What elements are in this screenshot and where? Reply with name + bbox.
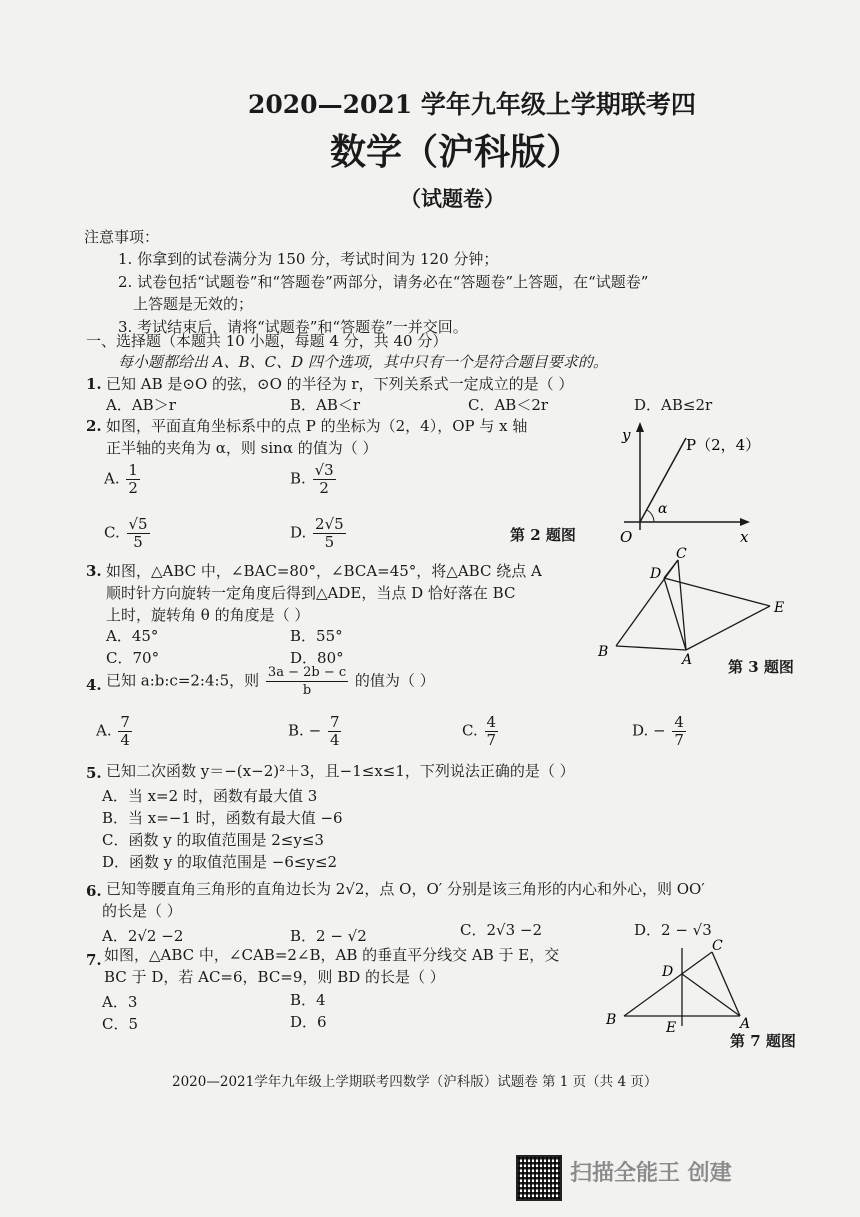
q5-option-b: B．当 x=−1 时，函数有最大值 −6 — [102, 809, 343, 827]
denominator: 5 — [133, 533, 143, 551]
vertex-e-label: E — [774, 600, 785, 616]
note-item: 上答题是无效的； — [133, 295, 254, 313]
question-number: 3. — [86, 562, 102, 580]
question-6-text: 已知等腰直角三角形的直角边长为 2√2，点 O，O′ 分别是该三角形的内心和外心，则 OO′ — [106, 880, 705, 898]
numerator: √3 — [314, 461, 334, 479]
origin-label: O — [620, 528, 633, 546]
numerator: 4 — [674, 713, 684, 731]
question-number: 7. — [86, 951, 102, 969]
vertex-a-label: A — [682, 652, 693, 664]
fraction — [328, 714, 342, 749]
q5-option-a: A．当 x=2 时，函数有最大值 3 — [102, 787, 318, 805]
option-label: A. — [96, 721, 112, 740]
q7-option-c: C．5 — [102, 1015, 139, 1033]
alpha-label: α — [658, 501, 668, 517]
q3-option-d: D．80° — [290, 649, 344, 667]
q7-option-a: A．3 — [102, 993, 138, 1011]
vertex-c-label: C — [676, 546, 687, 562]
vertex-a-label: A — [740, 1016, 751, 1032]
question-3-text: 上时，旋转角 θ 的角度是（ ） — [106, 606, 310, 624]
numerator: 7 — [120, 713, 130, 731]
q5-option-c: C．函数 y 的取值范围是 2≤y≤3 — [102, 831, 324, 849]
denominator: b — [302, 683, 312, 698]
denominator: 4 — [120, 731, 130, 749]
q4-option-d — [632, 714, 688, 749]
page-title: 数学（沪科版） — [330, 131, 583, 173]
x-axis-label: x — [740, 528, 749, 546]
option-label: A. — [104, 469, 120, 488]
q4-prefix: 已知 a:b:c=2:4:5，则 — [106, 671, 260, 690]
figure-caption: 第 3 题图 — [728, 658, 794, 676]
question-3-text: 如图，△ABC 中，∠BAC=80°，∠BCA=45°，将△ABC 绕点 A — [106, 562, 542, 580]
fraction — [485, 714, 499, 749]
q1-option-a: A．AB＞r — [106, 396, 176, 414]
fraction — [313, 516, 346, 551]
q1-option-d: D．AB≤2r — [634, 396, 713, 414]
question-number: 6. — [86, 882, 102, 900]
question-number: 1. — [86, 375, 102, 393]
q2-option-b — [290, 462, 338, 497]
q2-coordinate-figure — [610, 418, 760, 548]
fraction — [313, 462, 336, 497]
q3-rotation-figure — [592, 544, 792, 664]
vertex-c-label: C — [712, 938, 723, 954]
y-axis-arrow — [636, 422, 644, 432]
numerator: √5 — [128, 515, 148, 533]
denominator: 5 — [324, 533, 335, 551]
fraction — [266, 664, 348, 699]
qr-code-icon — [516, 1155, 562, 1201]
question-number: 4. — [86, 676, 102, 694]
point-p-label: P（2，4） — [686, 436, 760, 454]
q1-option-c: C．AB＜2r — [468, 396, 549, 414]
vertex-b-label: B — [598, 644, 609, 660]
q7-option-d: D．6 — [290, 1013, 327, 1031]
vertex-e-label: E — [666, 1020, 677, 1034]
option-label: C. — [104, 523, 120, 542]
numerator: 1 — [128, 461, 138, 479]
denominator: 2 — [319, 479, 329, 497]
numerator: 4 — [486, 713, 497, 731]
fraction — [127, 516, 150, 551]
question-3-text: 顺时针方向旋转一定角度后得到△ADE，当点 D 恰好落在 BC — [106, 584, 516, 602]
option-label: C. — [462, 721, 478, 740]
vertex-d-label: D — [662, 964, 674, 980]
segment-cd — [664, 560, 678, 578]
fraction — [672, 714, 686, 749]
question-4-text — [106, 664, 435, 699]
fraction — [118, 714, 132, 749]
numerator: 3a − 2b − c — [267, 665, 347, 680]
note-item: 1. 你拿到的试卷满分为 150 分，考试时间为 120 分钟； — [118, 250, 499, 268]
note-item: 2. 试卷包括“试题卷”和“答题卷”两部分，请务必在“答题卷”上答题，在“试题卷” — [118, 273, 649, 291]
notes-heading: 注意事项： — [84, 228, 160, 246]
question-2-text: 正半轴的夹角为 α，则 sinα 的值为（ ） — [106, 439, 378, 457]
section-description: 每小题都给出 A、B、C、D 四个选项，其中只有一个是符合题目要求的。 — [118, 353, 608, 371]
q2-option-d — [290, 516, 348, 551]
denominator: 2 — [128, 479, 138, 497]
q5-option-d: D．函数 y 的取值范围是 −6≤y≤2 — [102, 853, 338, 871]
question-5-text: 已知二次函数 y＝−(x−2)²＋3，且−1≤x≤1，下列说法正确的是（ ） — [106, 762, 575, 780]
q1-option-b: B．AB＜r — [290, 396, 361, 414]
figure-caption: 第 2 题图 — [510, 526, 576, 544]
q4-option-c — [462, 714, 500, 749]
question-6-text: 的长是（ ） — [102, 902, 182, 920]
denominator: 7 — [486, 731, 497, 749]
question-number: 2. — [86, 417, 102, 435]
q2-option-a — [104, 462, 142, 497]
option-label: B. — [290, 469, 306, 488]
denominator: 7 — [674, 731, 684, 749]
q3-option-b: B．55° — [290, 627, 343, 645]
q4-option-a — [96, 714, 134, 749]
angle-alpha-arc — [647, 510, 654, 522]
page-footer: 2020—2021学年九年级上学期联考四数学（沪科版）试题卷 第 1 页（共 4 页） — [172, 1074, 658, 1090]
denominator: 4 — [329, 731, 340, 749]
segment-ae — [686, 606, 770, 650]
figure-caption: 第 7 题图 — [730, 1032, 796, 1050]
note-item: 3. 考试结束后，请将“试题卷”和“答题卷”一并交回。 — [118, 318, 468, 336]
question-number: 5. — [86, 764, 102, 782]
minus-sign: − — [653, 721, 666, 740]
q6-option-a: A．2√2 −2 — [102, 927, 184, 945]
numerator: 7 — [329, 713, 340, 731]
exam-series-title: 2020—2021 学年九年级上学期联考四 — [248, 90, 696, 119]
option-label: D. — [632, 721, 649, 740]
q3-option-a: A．45° — [106, 627, 159, 645]
q6-option-c: C．2√3 −2 — [460, 921, 543, 939]
minus-sign: − — [308, 721, 322, 740]
q6-option-d: D．2 − √3 — [634, 921, 712, 939]
y-axis-label: y — [622, 426, 631, 444]
fraction — [126, 462, 140, 497]
question-2-text: 如图，平面直角坐标系中的点 P 的坐标为（2，4），OP 与 x 轴 — [106, 417, 528, 435]
q4-option-b — [288, 714, 343, 749]
q7-option-b: B．4 — [290, 991, 326, 1009]
option-label: D. — [290, 523, 307, 542]
x-axis-arrow — [740, 518, 750, 526]
paper-subtitle: （试题卷） — [400, 186, 505, 211]
question-1-text: 已知 AB 是⊙O 的弦，⊙O 的半径为 r，下列关系式一定成立的是（ ） — [106, 375, 574, 393]
scanner-watermark: 扫描全能王 创建 — [570, 1161, 732, 1186]
segment-ba — [616, 646, 686, 650]
segment-de — [664, 578, 770, 606]
option-label: B. — [288, 721, 304, 740]
q6-option-b: B．2 − √2 — [290, 927, 367, 945]
q3-option-c: C．70° — [106, 649, 160, 667]
q7-triangle-figure — [600, 934, 800, 1034]
q4-suffix: 的值为（ ） — [354, 671, 435, 690]
question-7-text: BC 于 D，若 AC=6，BC=9，则 BD 的长是（ ） — [104, 968, 445, 986]
q2-option-c — [104, 516, 152, 551]
segment-bc — [624, 952, 712, 1016]
section-title: 一、选择题（本题共 10 小题，每题 4 分，共 40 分） — [86, 332, 448, 350]
question-7-text: 如图，△ABC 中，∠CAB=2∠B，AB 的垂直平分线交 AB 于 E，交 — [104, 946, 560, 964]
vertex-b-label: B — [606, 1012, 617, 1028]
numerator: 2√5 — [315, 515, 344, 533]
vertex-d-label: D — [650, 566, 662, 582]
